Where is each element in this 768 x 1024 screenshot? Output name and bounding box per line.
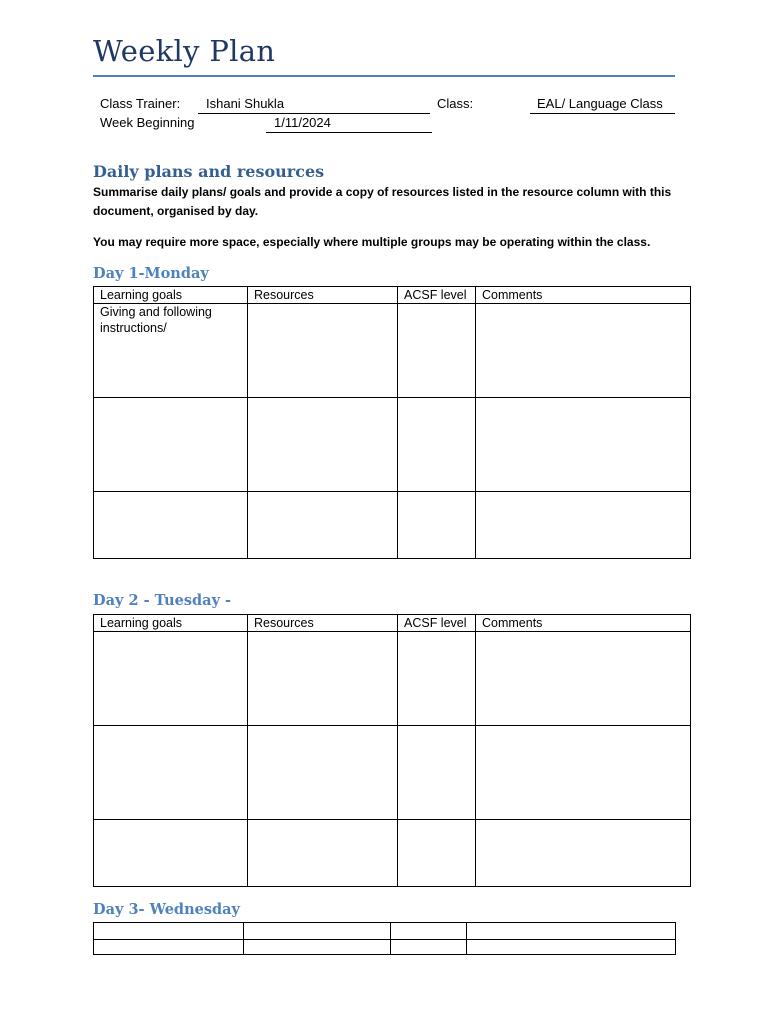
comments-cell[interactable] bbox=[476, 726, 691, 820]
resources-cell[interactable] bbox=[248, 820, 398, 887]
table-row bbox=[94, 304, 691, 398]
day-1-title: Day 1-Monday bbox=[93, 265, 209, 282]
column-header-learning-goals: Learning goals bbox=[94, 287, 248, 304]
acsf-level-cell[interactable] bbox=[398, 492, 476, 559]
table-row bbox=[94, 398, 691, 492]
table-header-row bbox=[94, 615, 691, 632]
day-3-table bbox=[93, 922, 676, 955]
acsf-level-cell[interactable] bbox=[398, 304, 476, 398]
comments-cell[interactable] bbox=[476, 820, 691, 887]
comments-cell[interactable] bbox=[476, 492, 691, 559]
acsf-level-cell[interactable] bbox=[398, 632, 476, 726]
section-title: Daily plans and resources bbox=[93, 162, 325, 181]
comments-cell[interactable] bbox=[476, 398, 691, 492]
learning-goals-cell[interactable] bbox=[94, 820, 248, 887]
acsf-level-cell[interactable] bbox=[391, 923, 467, 940]
column-header-resources: Resources bbox=[248, 287, 398, 304]
table-row bbox=[94, 632, 691, 726]
comments-cell[interactable] bbox=[476, 632, 691, 726]
column-header-learning-goals: Learning goals bbox=[94, 615, 248, 632]
learning-goals-cell[interactable]: Giving and following instructions/ bbox=[94, 304, 248, 398]
resources-cell[interactable] bbox=[248, 632, 398, 726]
trainer-value: Ishani Shukla bbox=[206, 96, 285, 111]
trainer-underline bbox=[198, 113, 430, 114]
table-row bbox=[94, 820, 691, 887]
acsf-level-cell[interactable] bbox=[398, 820, 476, 887]
acsf-level-cell[interactable] bbox=[398, 726, 476, 820]
acsf-level-cell[interactable] bbox=[398, 398, 476, 492]
comments-cell[interactable] bbox=[476, 304, 691, 398]
table-header-row bbox=[94, 287, 691, 304]
learning-goals-cell[interactable] bbox=[94, 632, 248, 726]
resources-cell[interactable] bbox=[248, 726, 398, 820]
class-value: EAL/ Language Class bbox=[537, 96, 663, 111]
instruction-paragraph-1: Summarise daily plans/ goals and provide a copy of resources listed in the resource column with this document, organised by day. bbox=[93, 185, 672, 218]
column-header-comments: Comments bbox=[476, 287, 691, 304]
class-label: Class: bbox=[437, 96, 474, 111]
table-row bbox=[94, 492, 691, 559]
resources-cell[interactable] bbox=[244, 923, 391, 940]
learning-goals-cell[interactable] bbox=[94, 940, 244, 955]
week-label: Week Beginning bbox=[100, 115, 195, 130]
day-1-table bbox=[93, 286, 691, 559]
table-row bbox=[94, 923, 676, 940]
week-value: 1/11/2024 bbox=[274, 115, 331, 130]
resources-cell[interactable] bbox=[248, 398, 398, 492]
day-2-title: Day 2 - Tuesday - bbox=[93, 592, 232, 609]
column-header-acsf-level: ACSF level bbox=[398, 615, 476, 632]
trainer-label: Class Trainer: bbox=[100, 96, 181, 111]
column-header-resources: Resources bbox=[248, 615, 398, 632]
comments-cell[interactable] bbox=[467, 940, 676, 955]
resources-cell[interactable] bbox=[244, 940, 391, 955]
comments-cell[interactable] bbox=[467, 923, 676, 940]
title-divider bbox=[93, 75, 675, 77]
learning-goals-cell[interactable] bbox=[94, 726, 248, 820]
day-2-table bbox=[93, 614, 691, 887]
instruction-paragraph-2: You may require more space, especially where multiple groups may be operating within the class. bbox=[93, 235, 651, 249]
learning-goals-cell[interactable] bbox=[94, 398, 248, 492]
learning-goals-cell[interactable] bbox=[94, 492, 248, 559]
column-header-comments: Comments bbox=[476, 615, 691, 632]
resources-cell[interactable] bbox=[248, 492, 398, 559]
week-underline bbox=[266, 132, 432, 133]
learning-goals-cell[interactable] bbox=[94, 923, 244, 940]
class-underline bbox=[530, 113, 675, 114]
day-3-title: Day 3- Wednesday bbox=[93, 901, 240, 918]
column-header-acsf-level: ACSF level bbox=[398, 287, 476, 304]
document-title: Weekly Plan bbox=[93, 34, 276, 68]
resources-cell[interactable] bbox=[248, 304, 398, 398]
acsf-level-cell[interactable] bbox=[391, 940, 467, 955]
table-row bbox=[94, 726, 691, 820]
table-row bbox=[94, 940, 676, 955]
